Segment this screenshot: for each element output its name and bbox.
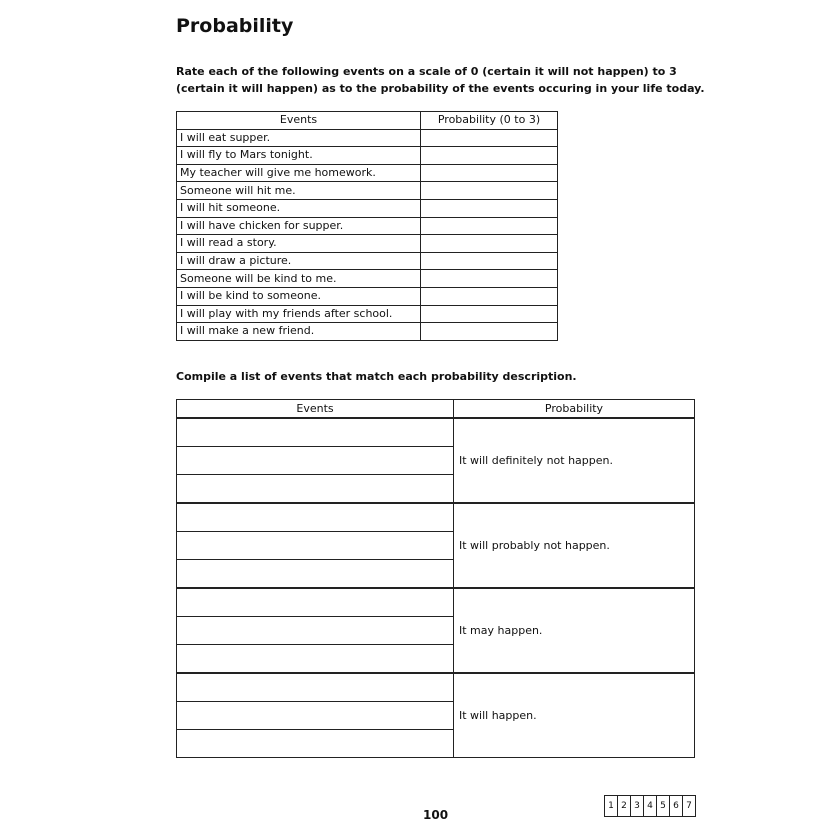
table-row: [177, 305, 558, 323]
event-entry-line[interactable]: [177, 617, 454, 645]
rating-entry-cell[interactable]: [421, 199, 558, 217]
table-row: [177, 673, 695, 702]
event-cell: Someone will hit me.: [177, 182, 421, 200]
table-row: [177, 199, 558, 217]
rating-table: [176, 111, 558, 341]
level-box: 4: [643, 796, 656, 816]
table-row: [177, 182, 558, 200]
rating-entry-cell[interactable]: [421, 217, 558, 235]
probability-description: It will happen.: [454, 673, 695, 758]
event-cell: I will fly to Mars tonight.: [177, 147, 421, 165]
event-entry-line[interactable]: [177, 503, 454, 532]
level-indicator: [604, 795, 696, 817]
table-row: [177, 287, 558, 305]
table-row: [177, 270, 558, 288]
event-cell: I will hit someone.: [177, 199, 421, 217]
level-box: 5: [656, 796, 669, 816]
rating-entry-cell[interactable]: [421, 323, 558, 341]
event-cell: I will make a new friend.: [177, 323, 421, 341]
event-entry-line[interactable]: [177, 702, 454, 730]
event-entry-line[interactable]: [177, 418, 454, 447]
probability-description: It will probably not happen.: [454, 503, 695, 588]
probability-column-header: Probability (0 to 3): [421, 112, 558, 130]
table-row: [177, 503, 695, 532]
rating-entry-cell[interactable]: [421, 164, 558, 182]
event-entry-line[interactable]: [177, 673, 454, 702]
rating-entry-cell[interactable]: [421, 287, 558, 305]
table-row: [177, 129, 558, 147]
compile-table-header: [177, 400, 695, 419]
rating-entry-cell[interactable]: [421, 129, 558, 147]
table-row: [177, 235, 558, 253]
event-cell: I will play with my friends after school.: [177, 305, 421, 323]
event-entry-line[interactable]: [177, 730, 454, 758]
level-box: 2: [617, 796, 630, 816]
table-row: [177, 252, 558, 270]
level-box: 6: [669, 796, 682, 816]
compile-instructions: Compile a list of events that match each probability description.: [176, 370, 577, 383]
level-box: 1: [608, 801, 614, 811]
event-entry-line[interactable]: [177, 588, 454, 617]
probability-description: It will definitely not happen.: [454, 418, 695, 503]
rating-entry-cell[interactable]: [421, 147, 558, 165]
table-row: [177, 217, 558, 235]
event-cell: Someone will be kind to me.: [177, 270, 421, 288]
table-row: [177, 588, 695, 617]
level-box: 3: [630, 796, 643, 816]
event-cell: My teacher will give me homework.: [177, 164, 421, 182]
probability-column-header: Probability: [454, 400, 695, 419]
probability-description: It may happen.: [454, 588, 695, 673]
table-row: [177, 418, 695, 447]
rating-entry-cell[interactable]: [421, 252, 558, 270]
table-row: [177, 164, 558, 182]
event-cell: I will eat supper.: [177, 129, 421, 147]
event-cell: I will draw a picture.: [177, 252, 421, 270]
level-box: 7: [682, 796, 695, 816]
event-entry-line[interactable]: [177, 447, 454, 475]
rating-instructions: Rate each of the following events on a scale of 0 (certain it will not happen) to 3 (certain it will happen) as to the probability of the events occuring in your life today.: [176, 65, 705, 95]
table-row: [177, 323, 558, 341]
event-cell: I will have chicken for supper.: [177, 217, 421, 235]
page-title: Probability: [176, 15, 294, 37]
page-number: 100: [423, 808, 449, 822]
events-column-header: Events: [177, 112, 421, 130]
event-cell: I will read a story.: [177, 235, 421, 253]
event-entry-line[interactable]: [177, 532, 454, 560]
events-column-header: Events: [177, 400, 454, 419]
event-entry-line[interactable]: [177, 475, 454, 504]
rating-entry-cell[interactable]: [421, 305, 558, 323]
rating-entry-cell[interactable]: [421, 235, 558, 253]
event-entry-line[interactable]: [177, 560, 454, 589]
rating-table-header: [177, 112, 558, 130]
table-row: [177, 147, 558, 165]
event-entry-line[interactable]: [177, 645, 454, 674]
rating-entry-cell[interactable]: [421, 270, 558, 288]
rating-entry-cell[interactable]: [421, 182, 558, 200]
compile-table: [176, 399, 695, 758]
event-cell: I will be kind to someone.: [177, 287, 421, 305]
